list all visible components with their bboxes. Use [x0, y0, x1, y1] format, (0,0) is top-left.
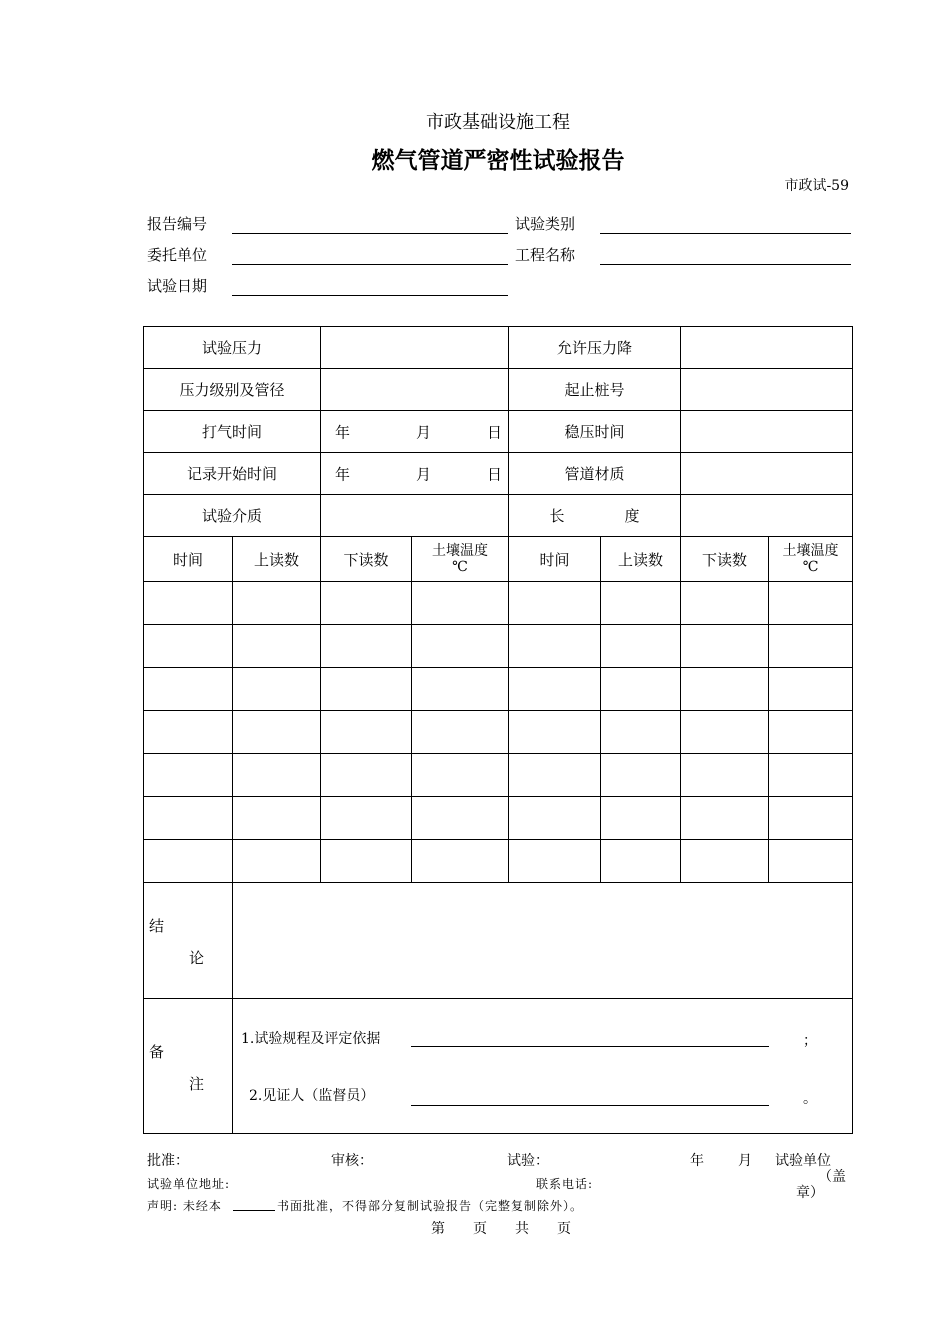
- data-cell[interactable]: [509, 711, 601, 754]
- data-cell[interactable]: [233, 840, 321, 883]
- data-cell[interactable]: [681, 840, 769, 883]
- data-cell[interactable]: [233, 625, 321, 668]
- form-code: 市政试-59: [784, 178, 849, 194]
- col-lower: 下读数: [681, 537, 769, 582]
- conclusion-label-2: 论: [189, 949, 205, 967]
- data-cell[interactable]: [144, 625, 233, 668]
- table-row: [144, 625, 853, 668]
- standard-basis-field[interactable]: [411, 1046, 769, 1047]
- table-row: [144, 582, 853, 625]
- data-cell[interactable]: [412, 754, 509, 797]
- data-cell[interactable]: [681, 797, 769, 840]
- data-cell[interactable]: [769, 582, 853, 625]
- data-cell[interactable]: [681, 668, 769, 711]
- data-cell[interactable]: [601, 668, 681, 711]
- table-row: [144, 840, 853, 883]
- table-row: [144, 668, 853, 711]
- length-label: 长 度: [509, 495, 681, 537]
- day-label: 日: [487, 465, 503, 483]
- col-soil-temp: [412, 537, 509, 582]
- data-cell[interactable]: [509, 625, 601, 668]
- data-cell[interactable]: [601, 840, 681, 883]
- year-label: 年: [335, 423, 351, 441]
- month-label: 月: [416, 465, 432, 483]
- conclusion-label-1: 结: [149, 917, 165, 935]
- remark-item-1-end: ；: [803, 1033, 817, 1049]
- data-cell[interactable]: [601, 711, 681, 754]
- col-time: 时间: [509, 537, 601, 582]
- test-report-table: [143, 326, 853, 1134]
- length-value[interactable]: [681, 495, 853, 537]
- data-cell[interactable]: [412, 840, 509, 883]
- data-cell[interactable]: [601, 625, 681, 668]
- data-cell[interactable]: [509, 797, 601, 840]
- allowed-drop-value[interactable]: [681, 327, 853, 369]
- pipe-material-label: 管道材质: [509, 453, 681, 495]
- remark-item-1: 1.试验规程及评定依据: [241, 1031, 381, 1047]
- table-row: [144, 797, 853, 840]
- data-cell[interactable]: [321, 840, 412, 883]
- remark-item-2-end: 。: [803, 1091, 817, 1107]
- test-pressure-label: 试验压力: [144, 327, 321, 369]
- approve-label: 批准：: [147, 1153, 189, 1169]
- statement-part-1: 声明: 未经本: [147, 1199, 222, 1213]
- data-cell[interactable]: [233, 668, 321, 711]
- data-cell[interactable]: [233, 711, 321, 754]
- page-title: 燃气管道严密性试验报告: [371, 147, 625, 174]
- seal-label-1: （盖: [818, 1169, 846, 1185]
- data-cell[interactable]: [769, 840, 853, 883]
- review-label: 审核：: [331, 1153, 373, 1169]
- data-cell[interactable]: [412, 668, 509, 711]
- data-cell[interactable]: [321, 797, 412, 840]
- test-medium-label: 试验介质: [144, 495, 321, 537]
- data-cell[interactable]: [509, 754, 601, 797]
- soil-temp-text: 土壤温度: [782, 543, 839, 559]
- data-cell[interactable]: [321, 668, 412, 711]
- data-cell[interactable]: [601, 754, 681, 797]
- remark-item-2: 2.见证人（监督员）: [249, 1088, 375, 1104]
- data-cell[interactable]: [769, 711, 853, 754]
- client-field[interactable]: [232, 264, 508, 265]
- data-cell[interactable]: [412, 797, 509, 840]
- data-cell[interactable]: [769, 797, 853, 840]
- soil-temp-text: 土壤温度: [432, 543, 489, 559]
- data-cell[interactable]: [412, 711, 509, 754]
- record-start-value[interactable]: [321, 453, 509, 495]
- day-label: 日: [487, 423, 503, 441]
- data-cell[interactable]: [681, 582, 769, 625]
- col-soil-temp: [769, 537, 853, 582]
- data-cell[interactable]: [144, 840, 233, 883]
- test-date-field[interactable]: [232, 295, 508, 296]
- col-upper: 上读数: [233, 537, 321, 582]
- footer-year: 年: [690, 1153, 704, 1169]
- remarks-label-1: 备: [149, 1043, 165, 1061]
- data-cell[interactable]: [144, 582, 233, 625]
- data-cell[interactable]: [321, 582, 412, 625]
- data-cell[interactable]: [144, 711, 233, 754]
- temp-unit: ℃: [802, 559, 819, 575]
- month-label: 月: [416, 423, 432, 441]
- data-cell[interactable]: [233, 797, 321, 840]
- witness-field[interactable]: [411, 1105, 769, 1106]
- data-cell[interactable]: [601, 797, 681, 840]
- project-label: 工程名称: [515, 246, 576, 264]
- data-cell[interactable]: [412, 582, 509, 625]
- stable-time-value[interactable]: [681, 411, 853, 453]
- statement-part-2: 书面批准，不得部分复制试验报告（完整复制除外）。: [277, 1199, 584, 1213]
- data-cell[interactable]: [233, 582, 321, 625]
- data-cell[interactable]: [321, 625, 412, 668]
- data-cell[interactable]: [681, 754, 769, 797]
- phone-label: 联系电话:: [536, 1177, 594, 1191]
- stable-time-label: 稳压时间: [509, 411, 681, 453]
- data-cell[interactable]: [233, 754, 321, 797]
- seal-label-2: 章）: [796, 1185, 824, 1201]
- pressure-grade-label: 压力级别及管径: [144, 369, 321, 411]
- station-label: 起止桩号: [509, 369, 681, 411]
- unit-address-label: 试验单位地址:: [147, 1177, 231, 1191]
- footer-month: 月: [738, 1153, 752, 1169]
- data-cell[interactable]: [509, 582, 601, 625]
- remarks-label: [144, 999, 233, 1134]
- test-type-label: 试验类别: [515, 215, 576, 233]
- pump-time-label: 打气时间: [144, 411, 321, 453]
- data-cell[interactable]: [681, 625, 769, 668]
- station-value[interactable]: [681, 369, 853, 411]
- pressure-grade-value[interactable]: [321, 369, 509, 411]
- table-row: [144, 711, 853, 754]
- test-label: 试验：: [507, 1153, 549, 1169]
- project-field[interactable]: [600, 264, 851, 265]
- data-cell[interactable]: [144, 668, 233, 711]
- year-label: 年: [335, 465, 351, 483]
- data-cell[interactable]: [769, 668, 853, 711]
- test-pressure-value[interactable]: [321, 327, 509, 369]
- test-type-field[interactable]: [600, 233, 851, 234]
- subtitle: 市政基础设施工程: [426, 112, 570, 133]
- data-cell[interactable]: [509, 668, 601, 711]
- data-cell[interactable]: [769, 754, 853, 797]
- test-date-label: 试验日期: [147, 277, 208, 295]
- pipe-material-value[interactable]: [681, 453, 853, 495]
- conclusion-field[interactable]: [233, 883, 853, 999]
- col-upper: 上读数: [601, 537, 681, 582]
- allowed-drop-label: 允许压力降: [509, 327, 681, 369]
- statement-blank[interactable]: [233, 1210, 275, 1211]
- record-start-label: 记录开始时间: [144, 453, 321, 495]
- col-lower: 下读数: [321, 537, 412, 582]
- client-label: 委托单位: [147, 246, 208, 264]
- report-no-label: 报告编号: [147, 215, 208, 233]
- pump-time-value[interactable]: [321, 411, 509, 453]
- data-cell[interactable]: [144, 754, 233, 797]
- conclusion-label: [144, 883, 233, 999]
- data-cell[interactable]: [769, 625, 853, 668]
- test-unit-label: 试验单位: [775, 1153, 831, 1169]
- data-cell[interactable]: [321, 754, 412, 797]
- table-row: [144, 754, 853, 797]
- remarks-label-2: 注: [189, 1075, 205, 1093]
- report-no-field[interactable]: [232, 233, 508, 234]
- page-number: 第 页 共 页: [431, 1221, 571, 1237]
- data-cell[interactable]: [681, 711, 769, 754]
- data-cell[interactable]: [321, 711, 412, 754]
- data-cell[interactable]: [144, 797, 233, 840]
- data-cell[interactable]: [412, 625, 509, 668]
- data-cell[interactable]: [509, 840, 601, 883]
- col-time: 时间: [144, 537, 233, 582]
- remarks-field: [233, 999, 853, 1134]
- data-cell[interactable]: [601, 582, 681, 625]
- test-medium-value[interactable]: [321, 495, 509, 537]
- temp-unit: ℃: [452, 559, 468, 575]
